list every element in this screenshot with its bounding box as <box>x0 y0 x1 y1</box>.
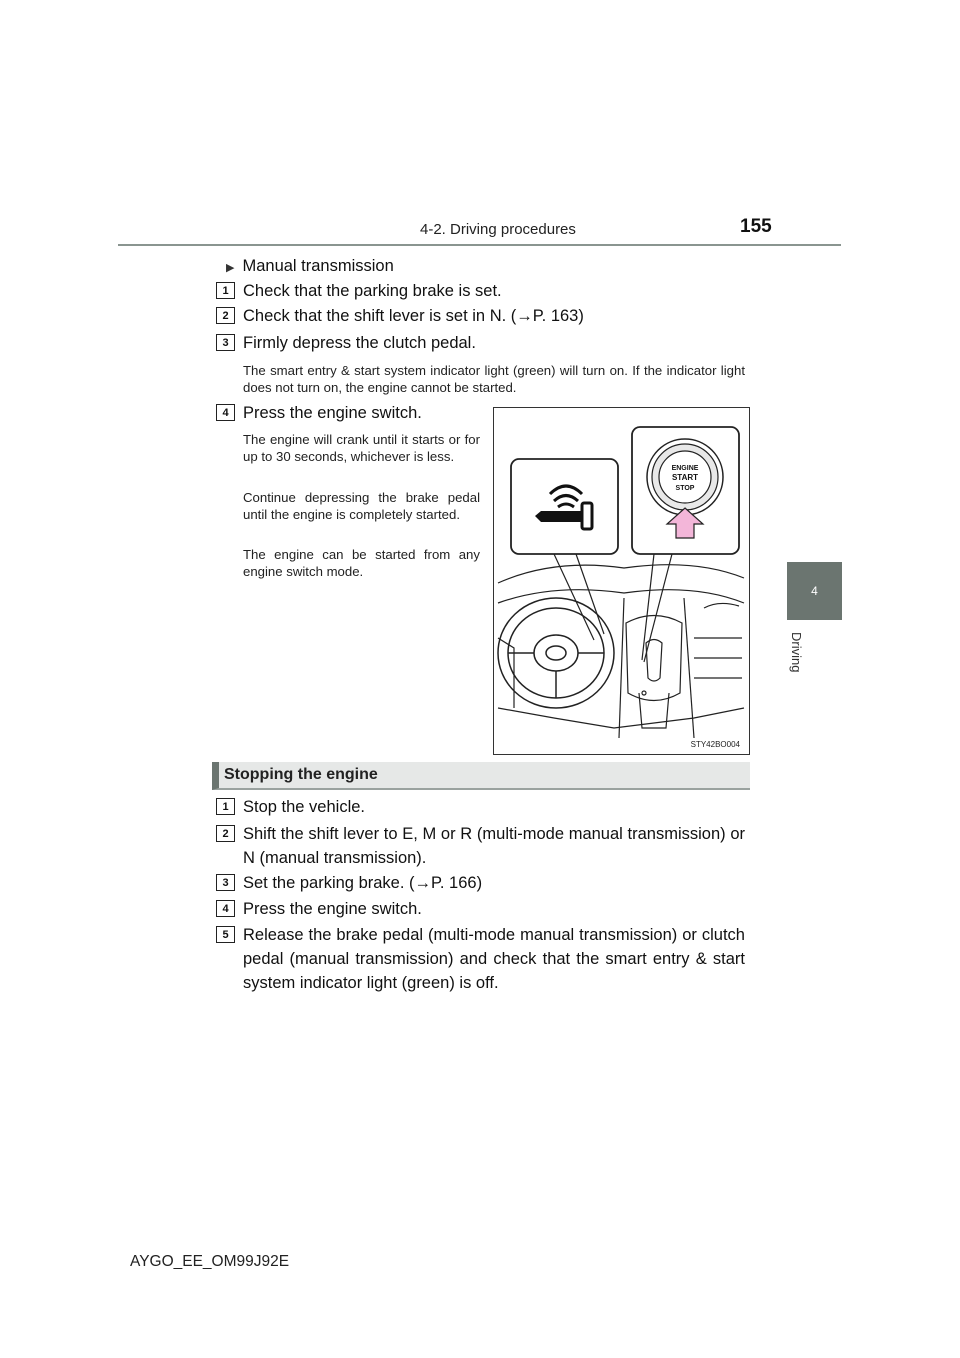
chapter-tab <box>787 562 842 620</box>
start-label: START <box>671 473 699 482</box>
engine-start-stop-button-icon <box>647 439 723 515</box>
step-number: 4 <box>216 404 235 421</box>
step-text: Release the brake pedal (multi-mode manual transmission) or clutch pedal (manual transmission) and check that the smart entry & start system indicator light (green) is off. <box>243 926 745 992</box>
step-number: 4 <box>216 900 235 917</box>
dashboard-drawing <box>494 408 748 753</box>
step-number: 5 <box>216 926 235 943</box>
step-text: Check that the shift lever is set in N. (→P. 163) <box>243 307 584 325</box>
manual-heading <box>226 254 394 280</box>
step-note: The engine can be started from any engine switch mode. <box>243 547 480 579</box>
header-divider <box>118 244 841 246</box>
step-text: Shift the shift lever to E, M or R (multi-mode manual transmission) or N (manual transmission). <box>243 825 745 867</box>
page-number: 155 <box>740 216 772 237</box>
step-number: 3 <box>216 334 235 351</box>
document-code: AYGO_EE_OM99J92E <box>130 1253 290 1270</box>
engine-switch-illustration <box>493 407 750 755</box>
manual-heading-text: Manual transmission <box>242 257 394 275</box>
step-number: 1 <box>216 798 235 815</box>
section-title: 4-2. Driving procedures <box>420 221 576 238</box>
engine-label: ENGINE <box>671 465 699 472</box>
step-number: 3 <box>216 874 235 891</box>
step-text: Stop the vehicle. <box>243 798 365 816</box>
step-number: 2 <box>216 825 235 842</box>
chapter-number: 4 <box>811 584 818 598</box>
section-heading <box>212 762 750 790</box>
step-text: Press the engine switch. <box>243 900 422 918</box>
step-text: Set the parking brake. (→P. 166) <box>243 874 483 892</box>
triangle-bullet-icon: ▶ <box>226 262 235 274</box>
step-number: 1 <box>216 282 235 299</box>
step-note: Continue depressing the brake pedal until the engine is completely started. <box>243 490 480 522</box>
step-text: Firmly depress the clutch pedal. <box>243 334 476 352</box>
step-note: The engine will crank until it starts or for up to 30 seconds, whichever is less. <box>243 432 480 464</box>
step-number: 2 <box>216 307 235 324</box>
step-note: The smart entry & start system indicator light (green) will turn on. If the indicator light does not turn on, the engine cannot be started. <box>243 363 745 395</box>
chapter-label: Driving <box>789 632 804 673</box>
step-text: Check that the parking brake is set. <box>243 282 502 300</box>
step-text: Press the engine switch. <box>243 404 422 422</box>
figure-code: STY42BO004 <box>690 740 740 749</box>
stop-label: STOP <box>675 485 695 492</box>
section-heading-text: Stopping the engine <box>224 766 378 783</box>
